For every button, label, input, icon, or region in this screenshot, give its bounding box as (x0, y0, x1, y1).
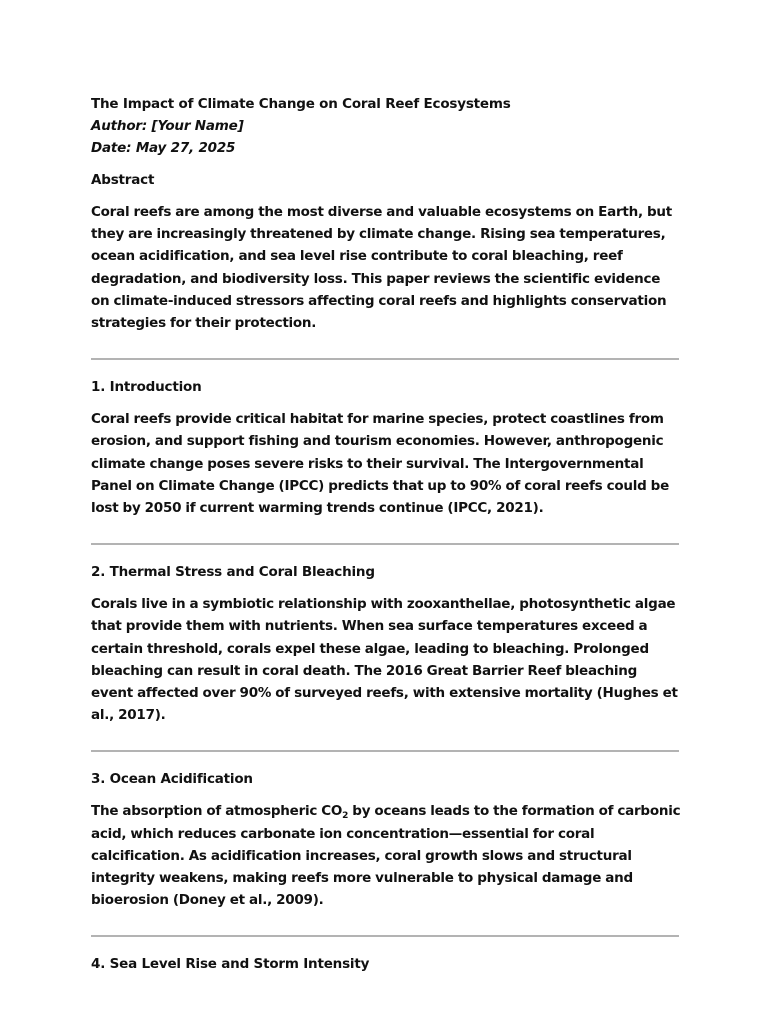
co2-subscript: 2 (342, 811, 349, 822)
section-heading-thermal-stress: 2. Thermal Stress and Coral Bleaching (91, 564, 375, 581)
section-text-introduction: Coral reefs provide critical habitat for marine species, protect coastlines from erosion, and support fishing and tourism economies. However, anthropogenic climate change poses severe risks to their survival. The Intergovernmental Panel on Climate Change (IPCC) predicts that up to 90% of coral reefs could be lost by 2050 if current warming trends continue (IPCC, 2021). (91, 411, 669, 517)
abstract-heading: Abstract (91, 172, 155, 188)
section-text-ocean-acidification (91, 800, 681, 911)
document-title: The Impact of Climate Change on Coral Reef Ecosystems (91, 96, 511, 112)
document-page (91, 93, 681, 975)
abstract-text: Coral reefs are among the most diverse and valuable ecosystems on Earth, but they are increasingly threatened by climate change. Rising sea temperatures, ocean acidification, and sea level rise contribute to coral bleaching, reef degradation, and biodiversity loss. This paper reviews the scientific evidence on climate-induced stressors affecting coral reefs and highlights conservation strategies for their protection. (91, 204, 672, 332)
section-heading-introduction: 1. Introduction (91, 379, 202, 396)
author-line: Author: [Your Name] (91, 118, 244, 134)
date-line: Date: May 27, 2025 (91, 140, 236, 156)
section-heading-sea-level-rise: 4. Sea Level Rise and Storm Intensity (91, 956, 370, 973)
acidification-text-start: The absorption of atmospheric CO (91, 803, 343, 820)
section-text-thermal-stress: Corals live in a symbiotic relationship with zooxanthellae, photosynthetic algae that provide them with nutrients. When sea surface temperatures exceed a certain threshold, corals expel these algae, leading to bleaching. Prolonged bleaching can result in coral death. The 2016 Great Barrier Reef bleaching event affected over 90% of surveyed reefs, with extensive mortality (Hughes et al., 2017). (91, 596, 678, 724)
section-heading-ocean-acidification: 3. Ocean Acidification (91, 771, 253, 788)
acidification-text-end: by oceans leads to the formation of carbonic acid, which reduces carbonate ion concentration—essential for coral calcification. As acidification increases, coral growth slows and structural integrity weakens, making reefs more vulnerable to physical damage and bioerosion (Doney et al., 2009). (91, 803, 681, 909)
